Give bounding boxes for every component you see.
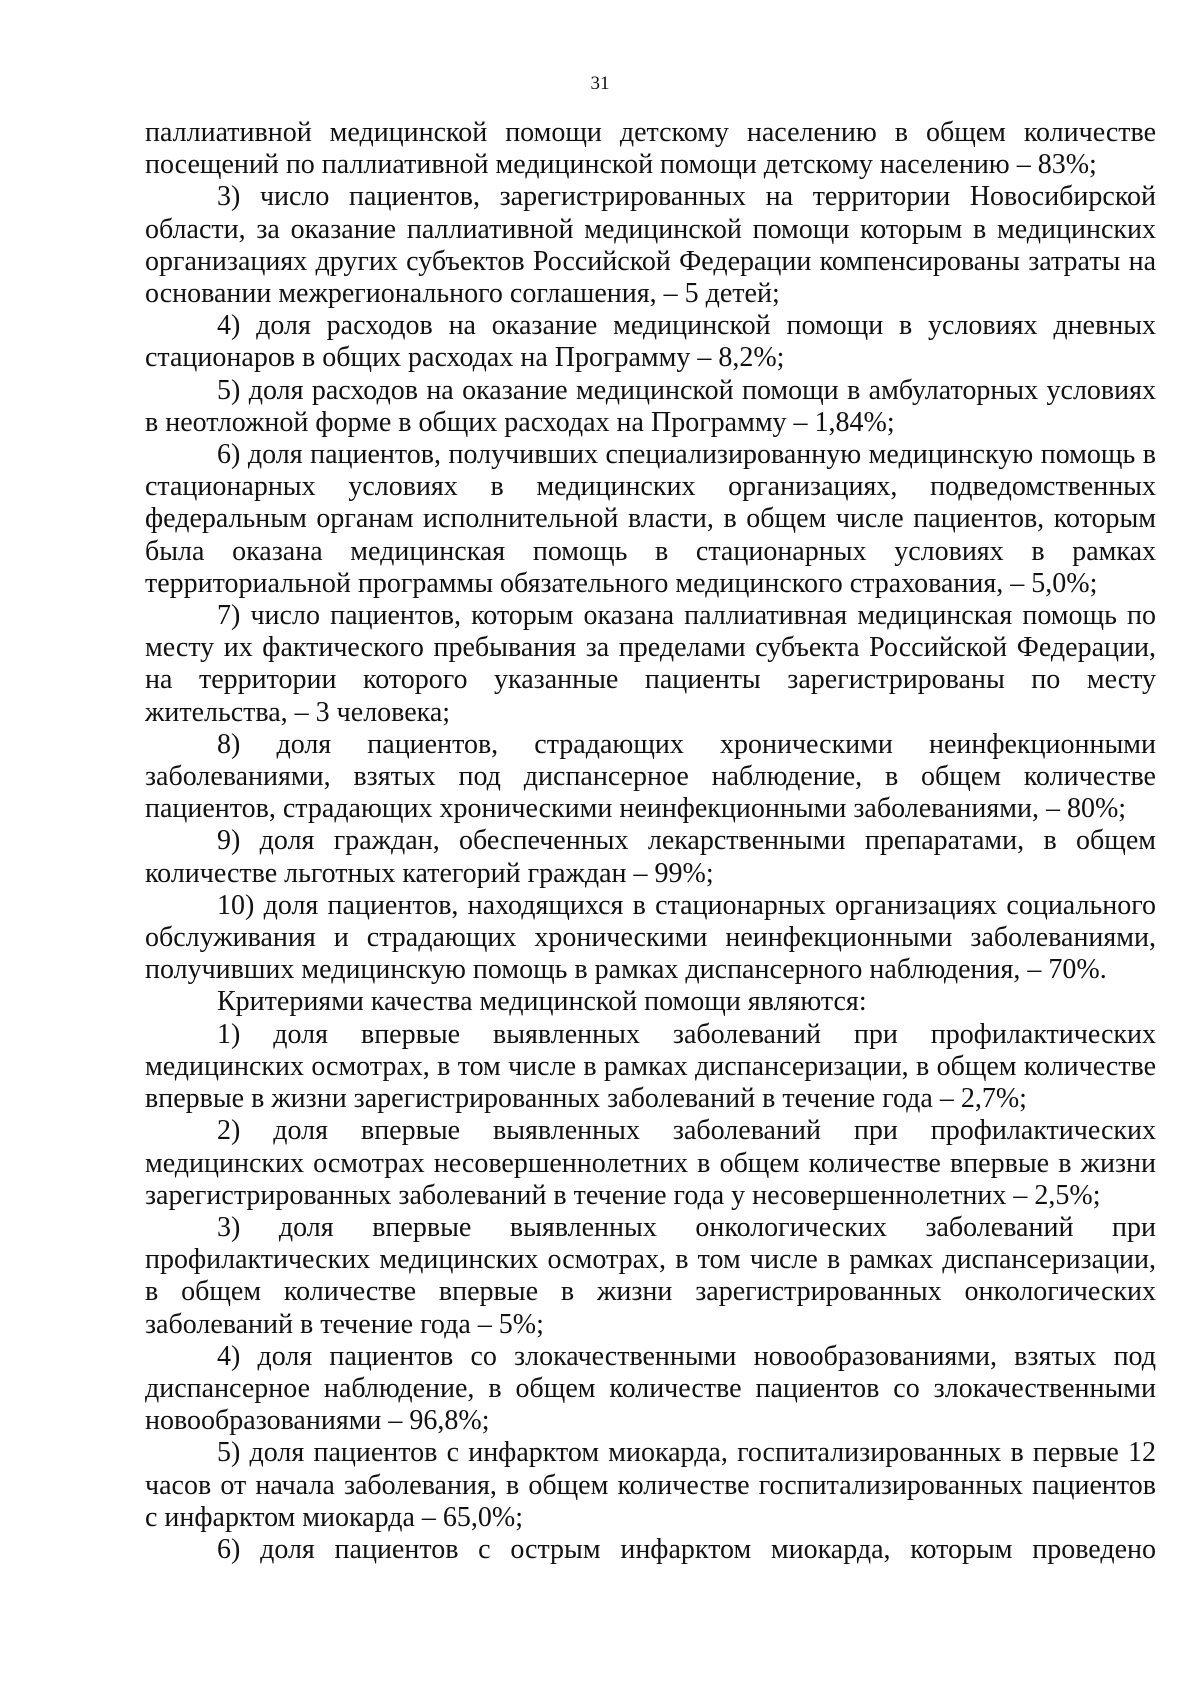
criteria-item-5: 5) доля пациентов с инфарктом миокарда, госпитализированных в первые 12 часов от начала заболевания, в общем количестве госпитализированных пациентов с инфарктом миокарда – 65,0%; <box>145 1437 1156 1533</box>
quality-criteria-heading: Критериями качества медицинской помощи являются: <box>217 986 867 1018</box>
paragraph-item-10: 10) доля пациентов, находящихся в стационарных организациях социального обслуживания и страдающих хроническими неинфекционными заболеваниями, получивших медицинскую помощь в рамках диспансерного наблюдения, – 70%. <box>145 889 1156 986</box>
paragraph-item-6: 6) доля пациентов, получивших специализированную медицинскую помощь в стационарных условиях в медицинских организациях, подведомственных федеральным органам исполнительной власти, в общем числе пациентов, которым была оказана медицинская помощь в стационарных условиях в рамках территориальной программы обязательного медицинского страхования, – 5,0%; <box>145 439 1156 599</box>
page-number: 31 <box>590 73 610 94</box>
paragraph-item-3: 3) число пациентов, зарегистрированных на территории Новосибирской области, за оказание паллиативной медицинской помощи которым в медицинских организациях других субъектов Российской Федерации компенсированы затраты на основании межрегионального соглашения, – 5 детей; <box>145 181 1156 310</box>
paragraph-item-5: 5) доля расходов на оказание медицинской помощи в амбулаторных условиях в неотложной форме в общих расходах на Программу – 1,84%; <box>145 374 1156 438</box>
document-body <box>145 117 1156 1566</box>
paragraph-item-4: 4) доля расходов на оказание медицинской помощи в условиях дневных стационаров в общих расходах на Программу – 8,2%; <box>145 310 1156 374</box>
criteria-item-6: 6) доля пациентов с острым инфарктом миокарда, которым проведено <box>217 1533 1156 1565</box>
criteria-item-3: 3) доля впервые выявленных онкологических заболеваний при профилактических медицинских осмотрах, в том числе в рамках диспансеризации, в общем количестве впервые в жизни зарегистрированных онкологических заболеваний в течение года – 5%; <box>145 1211 1156 1340</box>
criteria-item-1: 1) доля впервые выявленных заболеваний при профилактических медицинских осмотрах, в том числе в рамках диспансеризации, в общем количестве впервые в жизни зарегистрированных заболеваний в течение года – 2,7%; <box>145 1018 1156 1115</box>
criteria-item-4: 4) доля пациентов со злокачественными новообразованиями, взятых под диспансерное наблюдение, в общем количестве пациентов со злокачественными новообразованиями – 96,8%; <box>145 1340 1156 1437</box>
criteria-item-2: 2) доля впервые выявленных заболеваний при профилактических медицинских осмотрах несовершеннолетних в общем количестве впервые в жизни зарегистрированных заболеваний в течение года у несовершеннолетних – 2,5%; <box>145 1115 1156 1211</box>
paragraph-continuation: паллиативной медицинской помощи детскому населению в общем количестве посещений по паллиативной медицинской помощи детскому населению – 83%; <box>145 117 1156 181</box>
paragraph-item-8: 8) доля пациентов, страдающих хроническими неинфекционными заболеваниями, взятых под диспансерное наблюдение, в общем количестве пациентов, страдающих хроническими неинфекционными заболеваниями, – 80%; <box>145 728 1156 825</box>
paragraph-item-9: 9) доля граждан, обеспеченных лекарственными препаратами, в общем количестве льготных категорий граждан – 99%; <box>145 825 1156 889</box>
paragraph-item-7: 7) число пациентов, которым оказана паллиативная медицинская помощь по месту их фактического пребывания за пределами субъекта Российской Федерации, на территории которого указанные пациенты зарегистрированы по месту жительства, – 3 человека; <box>145 600 1156 728</box>
